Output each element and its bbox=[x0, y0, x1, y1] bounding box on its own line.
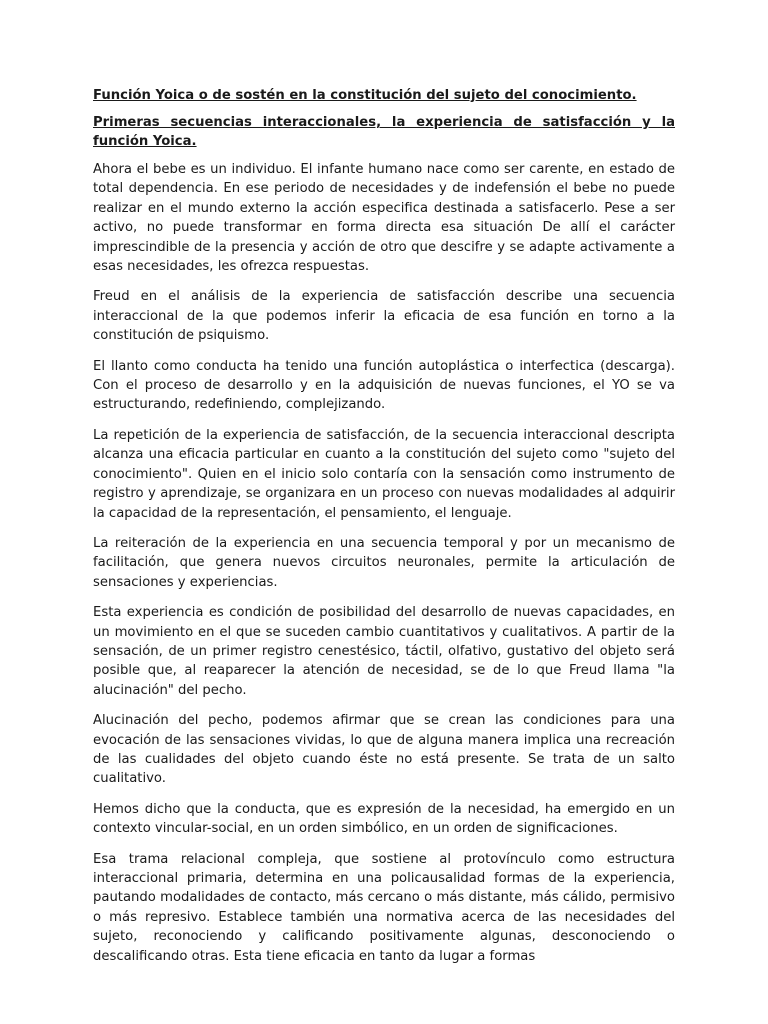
document-subtitle: Primeras secuencias interaccionales, la experiencia de satisfacción y la función Yoica. bbox=[93, 115, 675, 149]
paragraph: Esa trama relacional compleja, que sostiene al protovínculo como estructura interaccional primaria, determina en una policausalidad formas de la experiencia, pautando modalidades de contacto, más cercano o más distante, más cálido, permisivo o más represivo. Establece también una normativa acerca de las necesidades del sujeto, reconociendo y calificando positivamente algunas, desconociendo o descalificando otras. Esta tiene eficacia en tanto da lugar a formas bbox=[93, 851, 675, 964]
paragraph: La repetición de la experiencia de satisfacción, de la secuencia interaccional descripta alcanza una eficacia particular en cuanto a la constitución del sujeto como "sujeto del conocimiento". Quien en el inicio solo contaría con la sensación como instrumento de registro y aprendizaje, se organizara en un proceso con nuevas modalidades al adquirir la capacidad de la representación, el pensamiento, el lenguaje. bbox=[93, 427, 675, 521]
paragraph: La reiteración de la experiencia en una secuencia temporal y por un mecanismo de facilitación, que genera nuevos circuitos neuronales, permite la articulación de sensaciones y experiencias. bbox=[93, 535, 675, 590]
paragraph: Hemos dicho que la conducta, que es expresión de la necesidad, ha emergido en un contexto vincular-social, en un orden simbólico, en un orden de significaciones. bbox=[93, 801, 675, 837]
paragraph: Esta experiencia es condición de posibilidad del desarrollo de nuevas capacidades, en un movimiento en el que se suceden cambio cuantitativos y cualitativos. A partir de la sensación, de un primer registro cenestésico, táctil, olfativo, gustativo del objeto será posible que, al reaparecer la atención de necesidad, se de lo que Freud llama "la alucinación" del pecho. bbox=[93, 605, 675, 698]
document-title: Función Yoica o de sostén en la constitución del sujeto del conocimiento. bbox=[93, 88, 637, 103]
paragraph: Ahora el bebe es un individuo. El infante humano nace como ser carente, en estado de total dependencia. En ese periodo de necesidades y de indefensión el bebe no puede realizar en el mundo externo la acción especifica destinada a satisfacerlo. Pese a ser activo, no puede transformar en forma directa esa situación De allí el carácter imprescindible de la presencia y acción de otro que descifre y se adapte activamente a esas necesidades, les ofrezca respuestas. bbox=[93, 162, 675, 275]
paragraph: Alucinación del pecho, podemos afirmar que se crean las condiciones para una evocación de las sensaciones vividas, lo que de alguna manera implica una recreación de las cualidades del objeto cuando éste no está presente. Se trata de un salto cualitativo. bbox=[93, 713, 675, 787]
paragraph: Freud en el análisis de la experiencia de satisfacción describe una secuencia interaccional de la que podemos inferir la eficacia de esa función en torno a la constitución de psiquismo. bbox=[93, 289, 675, 344]
paragraph: El llanto como conducta ha tenido una función autoplástica o interfectica (descarga). Con el proceso de desarrollo y en la adquisición de nuevas funciones, el YO se va estructurando, redefiniendo, complejizando. bbox=[93, 358, 675, 413]
